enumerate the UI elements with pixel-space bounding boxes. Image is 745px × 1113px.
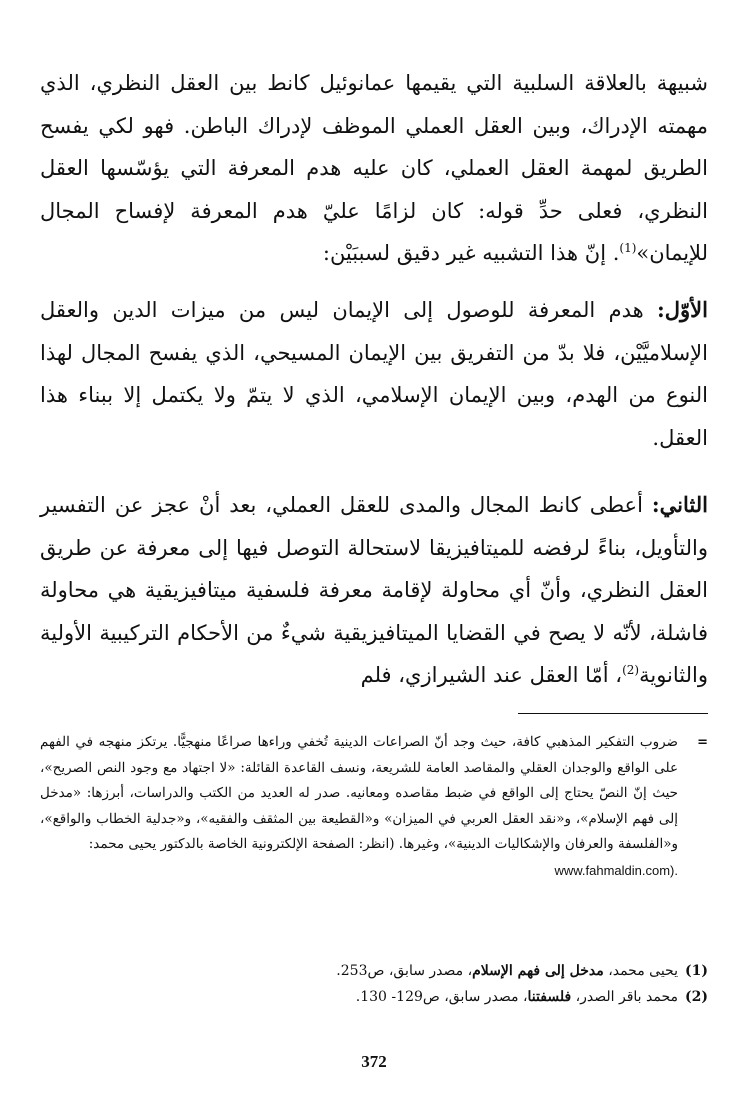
body-paragraph-1	[40, 62, 708, 275]
website-link[interactable]: www.fahmaldin.com).	[554, 862, 678, 878]
paragraph-1-tail: . إنّ هذا التشبيه غير دقيق لسببَيْن:	[322, 241, 620, 265]
paragraph-2-text: هدم المعرفة للوصول إلى الإيمان ليس من ميزات الدين والعقل الإسلاميَّيْن، فلا بدّ من التفريق بين الإيمان المسيحي، الذي يفسح المجال لهذا النوع من الهدم، وبين الإيمان الإسلامي، الذي لا يتمّ ولا يكتمل إلا ببناء هذا العقل.	[40, 298, 708, 450]
footnote-continuation	[40, 730, 708, 884]
footnote-details: ، مصدر سابق، ص253.	[336, 963, 473, 979]
body-paragraph-2	[40, 289, 708, 459]
page-number: 372	[361, 1052, 387, 1071]
footnote-item-1	[40, 958, 708, 984]
continuation-marker: =	[697, 735, 708, 750]
footnote-author: محمد باقر الصدر،	[571, 989, 678, 1005]
footnote-author: يحيى محمد،	[603, 963, 678, 979]
footnote-title: مدخل إلى فهم الإسلام	[472, 963, 604, 979]
paragraph-3-text: أعطى كانط المجال والمدى للعقل العملي، بعد أنْ عجز عن التفسير والتأويل، بناءً لرفضه للميتافيزيقا لاستحالة التوصل فيها إلى معرفة عن طريق العقل النظري، وأنّ أي محاولة لإقامة معرفة فلسفية ميتافيزيقية هي محاولة فاشلة، لأنّه لا يصح في القضايا الميتافيزيقية شيءٌ من الأحكام التركيبية الأولية والثانوية	[40, 493, 708, 687]
footnote-number: (2)	[685, 989, 708, 1005]
continuation-text: ضروب التفكير المذهبي كافة، حيث وجد أنّ الصراعات الدينية تُخفي وراءها صراعًا منهجيًّا. يرتكز منهجه في الفهم على الواقع والوجدان العقلي والمقاصد العامة للشريعة، ونسف القاعدة القائلة: «لا اجتهاد مع وجود النص الصريح»، حيث إنّ النصّ يحتاج إلى الواقع في ضبط مقاصده ومعانيه. صدر له العديد من الكتب والدراسات، أبرزها: «مدخل إلى فهم الإسلام»، و«نقد العقل العربي في الميزان» و«القطيعة بين المثقف والفقيه»، و«جدلية الخطاب والواقع»، و«الفلسفة والعرفان والإشكاليات الدينية»، وغيرها. (انظر: الصفحة الإلكترونية الخاصة بالدكتور يحيى محمد:	[40, 734, 678, 852]
footnote-title: فلسفتنا	[527, 989, 572, 1005]
paragraph-3-tail: ، أمّا العقل عند الشيرازي، فلم	[360, 663, 623, 687]
footnote-details: ، مصدر سابق، ص129- 130.	[355, 989, 528, 1005]
book-page	[40, 62, 708, 1092]
footnote-separator	[518, 713, 708, 714]
footnote-text	[40, 958, 678, 984]
footnote-ref-1[interactable]: (1)	[619, 241, 637, 255]
footnote-number: (1)	[685, 963, 708, 979]
footnote-text	[40, 984, 678, 1010]
footnote-item-2	[40, 984, 708, 1010]
body-paragraph-3	[40, 484, 708, 697]
paragraph-2-lead: الأوّل:	[657, 297, 708, 322]
paragraph-1-text: شبيهة بالعلاقة السلبية التي يقيمها عمانوئيل كانط بين العقل النظري، الذي مهمته الإدراك، وبين العقل العملي الموظف لإدراك الباطن. فهو لكي يفسح الطريق لمهمة العقل العملي، كان عليه هدم المعرفة التي يؤسّسها العقل النظري، فعلى حدِّ قوله: كان لزامًا عليّ هدم المعرفة لإفساح المجال للإيمان»	[40, 71, 708, 265]
footnote-ref-2[interactable]: (2)	[622, 663, 640, 677]
footnote-list	[40, 958, 708, 1010]
paragraph-3-lead: الثاني:	[651, 492, 708, 517]
